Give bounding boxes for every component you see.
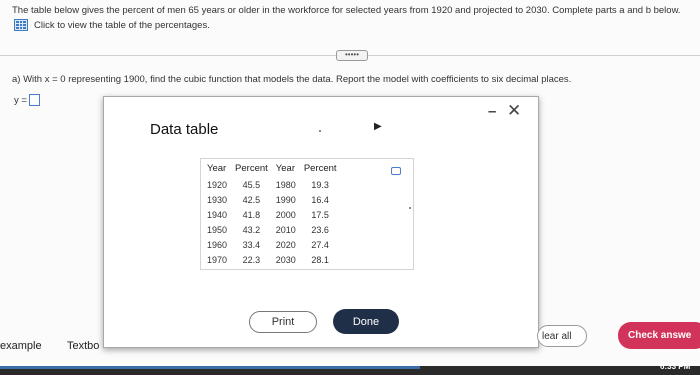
done-button[interactable]: Done — [333, 309, 399, 334]
cell-year: 1930 — [207, 194, 228, 205]
table-row — [203, 224, 341, 239]
close-icon[interactable]: ✕ — [507, 101, 522, 120]
cell-percent: 27.4 — [311, 239, 329, 250]
instructions-text: The table below gives the percent of men 65 years or older in the workforce for selected years from 1920 and projected to 2030. Complete parts a and b below. — [12, 5, 681, 16]
table-row — [203, 179, 341, 194]
col-header-year: Year — [207, 163, 227, 174]
dot-mark — [319, 130, 321, 132]
table-row — [203, 209, 341, 224]
taskbar-clock: 6:33 PM — [660, 362, 691, 371]
expand-button[interactable]: ••••• — [336, 50, 368, 61]
question-text: a) With x = 0 representing 1900, find the cubic function that models the data. Report the model with coefficients to six decimal places. — [12, 74, 572, 85]
cell-year: 1920 — [207, 179, 228, 190]
cell-year: 2030 — [275, 254, 296, 265]
taskbar-accent — [0, 366, 420, 369]
tab-example[interactable]: example — [0, 340, 42, 352]
table-link-label[interactable]: Click to view the table of the percentages. — [34, 19, 210, 31]
cell-year: 1970 — [207, 254, 228, 265]
table-row — [203, 254, 341, 269]
cell-percent: 42.5 — [242, 194, 261, 205]
answer-row — [14, 94, 40, 106]
clear-all-button[interactable]: lear all — [537, 325, 587, 347]
answer-prefix: y = — [14, 94, 27, 106]
data-table-dialog — [103, 96, 539, 348]
cell-percent: 43.2 — [242, 224, 261, 235]
cell-year: 1950 — [207, 224, 228, 235]
check-answer-button[interactable]: Check answe — [618, 322, 700, 349]
cell-year: 1990 — [275, 194, 296, 205]
cell-percent: 41.8 — [242, 209, 261, 220]
tab-textbook[interactable]: Textbo — [67, 340, 100, 352]
col-header-percent: Percent — [303, 163, 337, 174]
col-header-year: Year — [275, 163, 295, 174]
cell-percent: 45.5 — [242, 179, 261, 190]
cell-year: 2010 — [275, 224, 296, 235]
cell-percent: 16.4 — [311, 194, 329, 205]
table-grid-icon — [14, 19, 28, 31]
cell-percent: 17.5 — [311, 209, 329, 220]
cell-year: 1960 — [207, 239, 228, 250]
dialog-title: Data table — [150, 121, 219, 138]
cell-year: 1980 — [275, 179, 296, 190]
table-link[interactable] — [14, 19, 210, 31]
table-row — [203, 239, 341, 254]
print-button[interactable]: Print — [249, 311, 317, 333]
cell-year: 2020 — [275, 239, 296, 250]
cell-percent: 19.3 — [311, 179, 329, 190]
answer-input[interactable] — [29, 94, 40, 106]
mouse-pointer-icon: ▶ — [374, 121, 382, 132]
percent-table — [203, 163, 341, 269]
col-header-percent: Percent — [235, 163, 268, 174]
cell-percent: 23.6 — [311, 224, 329, 235]
cell-percent: 28.1 — [311, 254, 329, 265]
cell-year: 2000 — [275, 209, 296, 220]
cell-percent: 33.4 — [242, 239, 261, 250]
cell-year: 1940 — [207, 209, 228, 220]
copy-icon[interactable] — [391, 167, 401, 175]
minimize-icon[interactable]: – — [488, 103, 497, 120]
cell-percent: 22.3 — [242, 254, 261, 265]
table-row — [203, 194, 341, 209]
